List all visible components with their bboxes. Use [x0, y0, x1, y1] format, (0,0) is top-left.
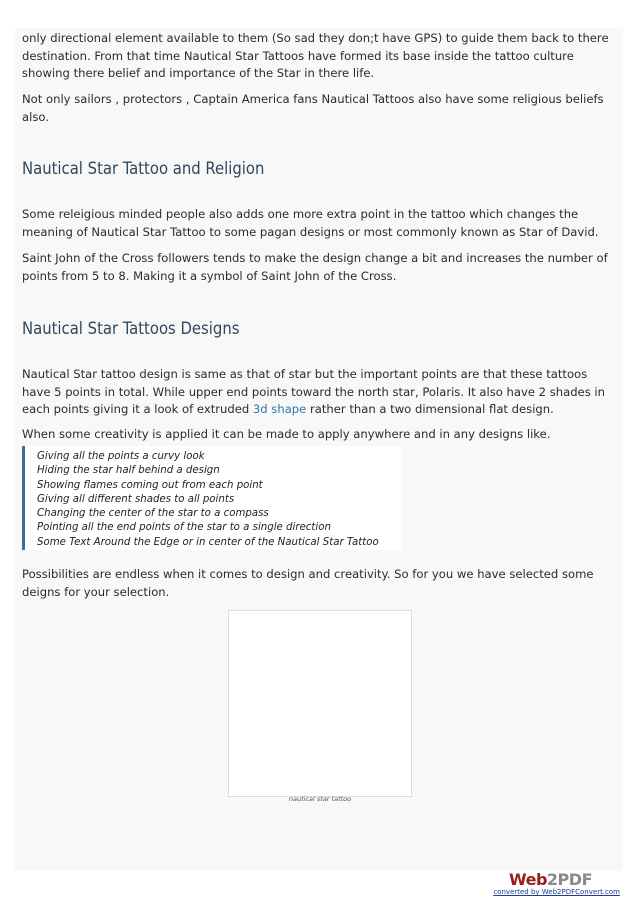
design-ideas-list — [25, 446, 401, 550]
paragraph-design-description — [22, 366, 618, 419]
list-item: Changing the center of the star to a compass — [37, 508, 269, 520]
3d-shape-link[interactable]: 3d shape — [252, 402, 307, 417]
list-item: Giving all the points a curvy look — [37, 451, 205, 462]
paragraph-intro: only directional element available to them (So sad they don;t have GPS) to guide them back to there destination. From that time Nautical Star Tattoos have formed its base inside the tattoo culture showing there belief and importance of the Star in there life. — [22, 31, 609, 81]
list-item: Pointing all the end points of the star to a single direction — [37, 522, 331, 534]
list-item: Showing flames coming out from each point — [37, 479, 263, 491]
design-text-after: rather than a two dimensional flat design. — [306, 402, 554, 417]
paragraph-saint-john: Saint John of the Cross followers tends to make the design change a bit and increases the number of points from 5 to 8. Making it a symbol of Saint John of the Cross. — [22, 251, 608, 283]
logo-pdf: 2PDF — [546, 870, 592, 889]
paragraph-possibilities: Possibilities are endless when it comes to design and creativity. So for you we have selected some deigns for your selection. — [22, 567, 594, 599]
list-item: Giving all different shades to all points — [37, 493, 235, 505]
logo-wordmark — [509, 870, 592, 889]
page — [15, 28, 623, 871]
design-text-before: Nautical Star tattoo design is same as that of star but the important points are that these tattoos have 5 points in total. While upper end points toward the north star, Polaris. It also have 2 shades in each points giving it a look of extruded — [22, 367, 605, 417]
design-ideas-blockquote — [22, 446, 401, 550]
paragraph-creativity: When some creativity is applied it can be made to apply anywhere and in any designs like. — [22, 427, 551, 441]
list-item: Some Text Around the Edge or in center of the Nautical Star Tattoo — [37, 536, 379, 548]
web2pdf-logo[interactable] — [493, 870, 620, 900]
tattoo-image-placeholder — [228, 610, 412, 797]
paragraph-star-of-david: Some releigious minded people also adds one more extra point in the tattoo which changes the meaning of Nautical Star Tattoo to some pagan designs or most commonly known as Star of David. — [22, 207, 599, 239]
converted-by-link[interactable]: converted by Web2PDFConvert.com — [493, 888, 620, 896]
heading-religion: Nautical Star Tattoo and Religion — [22, 159, 265, 178]
logo-web: Web — [509, 870, 547, 889]
list-item: Hiding the star half behind a design — [37, 465, 220, 477]
image-caption: nautical star tattoo — [288, 795, 352, 803]
heading-designs: Nautical Star Tattoos Designs — [22, 319, 240, 338]
paragraph-religious-beliefs: Not only sailors , protectors , Captain America fans Nautical Tattoos also have some religious beliefs also. — [22, 92, 604, 124]
